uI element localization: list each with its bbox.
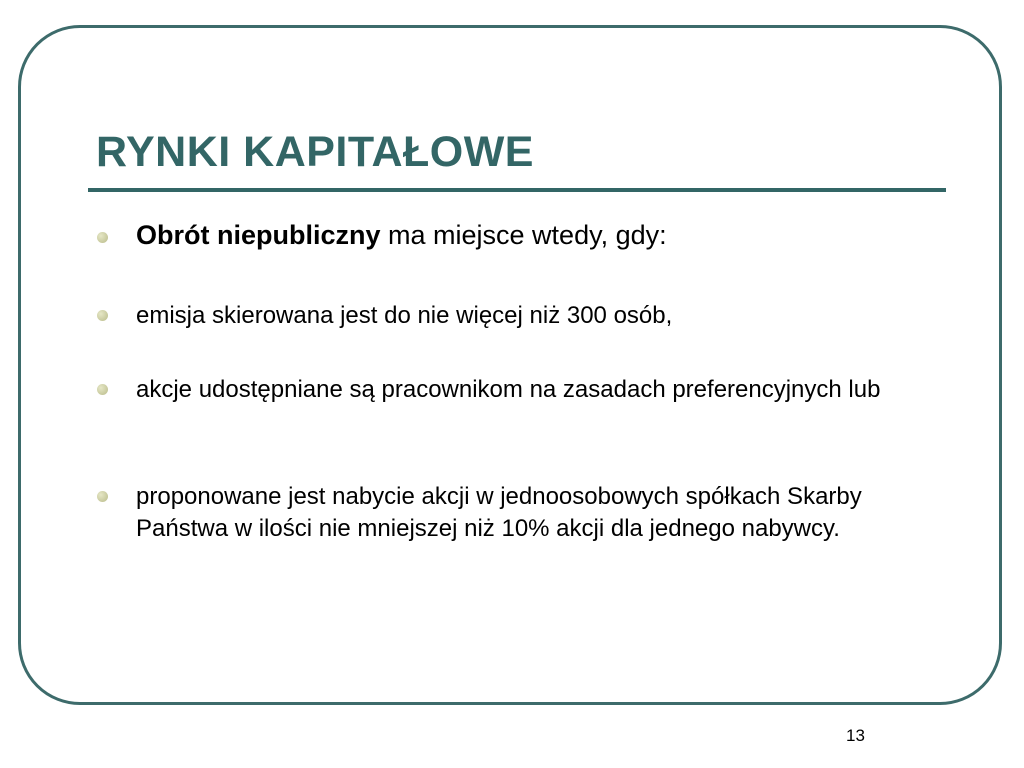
page-number: 13: [846, 726, 865, 745]
bullet-text: akcje udostępniane są pracownikom na zasadach preferencyjnych lub: [136, 376, 881, 403]
bullet-regular-text: ma miejsce wtedy, gdy:: [380, 220, 667, 250]
bullet-dot-icon: [97, 232, 108, 243]
slide-title: RYNKI KAPITAŁOWE: [96, 128, 534, 176]
bullet-dot-icon: [97, 491, 108, 502]
bullet-text: [136, 220, 926, 251]
bullet-text: proponowane jest nabycie akcji w jednoosobowych spółkach Skarby Państwa w ilości nie mniejszej niż 10% akcji dla jednego nabywcy.: [136, 483, 862, 542]
slide-frame: [18, 25, 1002, 705]
bullet-dot-icon: [97, 310, 108, 321]
bullet-dot-icon: [97, 384, 108, 395]
bullet-bold-text: Obrót niepubliczny: [136, 220, 381, 250]
title-underline: [88, 188, 946, 192]
bullet-text: emisja skierowana jest do nie więcej niż 300 osób,: [136, 302, 673, 329]
